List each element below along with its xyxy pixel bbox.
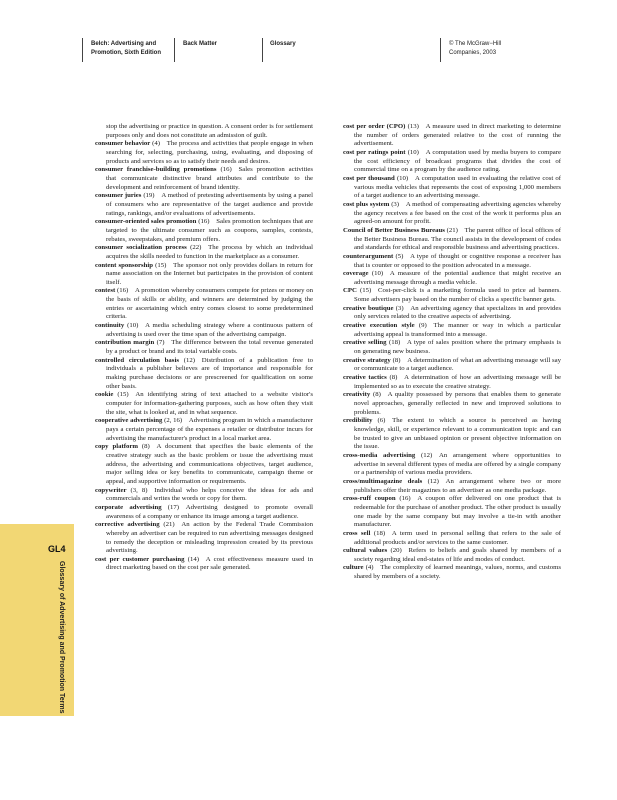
- entry-term: cost plus system: [343, 200, 390, 208]
- side-title: Glossary of Advertising and Promotion Terms: [58, 561, 65, 714]
- entry-definition: A cost effectiveness measure used in direct marketing based on the cost per sale generated.: [106, 555, 313, 572]
- entry-chapter-ref: (3, 8): [130, 486, 148, 494]
- entry-chapter-ref: (20): [390, 547, 402, 555]
- entry-term: culture: [343, 564, 364, 572]
- entry-definition: Sales promotion techniques that are targeted to the ultimate consumer such as coupons, samples, contests, rebates, sweepstakes, and premium offers.: [106, 218, 314, 243]
- entry-definition: An action by the Federal Trade Commission whereby an advertiser can be required to run advertising messages designed to remedy the deception or misleading impression created by its previous advertising.: [106, 521, 314, 555]
- glossary-column-right: [343, 123, 561, 582]
- glossary-entry: [343, 547, 561, 564]
- entry-definition: Refers to beliefs and goals shared by members of a society regarding ideal end-states of life and modes of conduct.: [354, 547, 561, 563]
- glossary-entry: [95, 262, 313, 288]
- glossary-entry: [95, 140, 313, 166]
- entry-chapter-ref: (10): [396, 174, 409, 182]
- entry-chapter-ref: (18): [373, 529, 386, 537]
- entry-term: corporate advertising: [95, 503, 162, 511]
- entry-chapter-ref: (8): [372, 391, 381, 399]
- entry-definition: An arrangement where two or more publishers offer their magazines to an advertiser as one media package.: [354, 477, 561, 494]
- entry-term: coverage: [343, 270, 369, 278]
- entry-term: copywriter: [95, 486, 127, 494]
- glossary-entry: [95, 521, 313, 556]
- glossary-entry: [343, 201, 561, 227]
- glossary-entry: [95, 556, 313, 573]
- entry-term: creative selling: [343, 339, 387, 347]
- entry-definition: The extent to which a source is perceived as having knowledge, skill, or experience relevant to a communication topic and can be trusted to give an unbiased opinion or present objective information on the issue.: [354, 417, 562, 451]
- entry-definition: Advertising designed to promote overall awareness of a company or enhance its image among a target audience.: [106, 503, 313, 520]
- entry-chapter-ref: (17): [167, 503, 180, 511]
- entry-term: cross-ruff coupon: [343, 495, 396, 503]
- entry-definition: An advertising agency that specializes in and provides only services related to the creative aspects of advertising.: [354, 304, 562, 321]
- entry-chapter-ref: (8): [392, 356, 401, 364]
- entry-term: creative boutique: [343, 304, 394, 312]
- entry-definition: Individual who helps conceive the ideas for ads and commercials and writes the words or copy for them.: [106, 486, 313, 503]
- entry-term: cost per ratings point: [343, 148, 406, 156]
- entry-term: CPC: [343, 287, 357, 295]
- glossary-entry: [95, 443, 313, 486]
- entry-chapter-ref: (15): [360, 287, 372, 295]
- entry-term: contest: [95, 287, 116, 295]
- entry-definition: A promotion whereby consumers compete for prizes or money on the basis of skills or ability, and winners are determined by judging the entries or ascertaining which entry comes closest to some predetermined criteria.: [106, 287, 313, 321]
- entry-chapter-ref: (10): [371, 270, 384, 278]
- entry-chapter-ref: (4): [365, 564, 374, 572]
- entry-definition: The process by which an individual acquires the skills needed to function in the marketplace as a consumer.: [106, 244, 314, 260]
- glossary-entry: [343, 322, 561, 339]
- entry-definition: A method of pretesting advertisements by using a panel of consumers who are representative of the target audience and provide ratings, rankings, and/or evaluations of advertisements.: [106, 192, 314, 217]
- entry-definition: A computation used in evaluating the relative cost of various media vehicles that represents the cost of exposing 1,000 members of a target audience to an advertising message.: [354, 174, 562, 200]
- entry-chapter-ref: (5): [395, 252, 404, 260]
- entry-definition: An arrangement where opportunities to advertise in several different types of media are offered by a single company or a partnership of various media providers.: [354, 451, 561, 477]
- entry-term: cost per thousand: [343, 174, 395, 182]
- entry-term: counterargument: [343, 252, 394, 260]
- chapter-name: Glossary: [270, 41, 296, 47]
- entry-term: cookie: [95, 391, 114, 399]
- publisher-copyright: © The McGraw−Hill Companies, 2003: [449, 41, 502, 56]
- glossary-entry: [95, 123, 313, 140]
- entry-definition: A term used in personal selling that refers to the sale of additional products and/or services to the same customer.: [354, 529, 561, 546]
- entry-term: consumer juries: [95, 192, 142, 200]
- entry-definition: A computation used by media buyers to compare the cost efficiency of broadcast programs that divides the cost of commercial time on a program by the audience rating.: [354, 148, 561, 174]
- entry-chapter-ref: (16): [399, 495, 411, 503]
- entry-chapter-ref: (3): [395, 304, 404, 312]
- entry-chapter-ref: (12): [427, 477, 439, 485]
- glossary-entry: [343, 253, 561, 270]
- glossary-entry: [95, 192, 313, 218]
- entry-definition: The difference between the total revenue generated by a product or brand and its total variable costs.: [106, 339, 313, 356]
- glossary-entry: [343, 452, 561, 478]
- entry-chapter-ref: (21): [163, 521, 175, 529]
- entry-chapter-ref: (8): [141, 443, 150, 451]
- entry-chapter-ref: (3): [391, 200, 400, 208]
- page-number: GL4: [48, 544, 66, 554]
- entry-term: creative strategy: [343, 356, 391, 364]
- entry-term: cost per order (CPO): [343, 123, 406, 130]
- entry-chapter-ref: (15): [117, 391, 129, 399]
- entry-chapter-ref: (2, 16): [164, 417, 183, 425]
- entry-chapter-ref: (8): [389, 374, 398, 382]
- entry-chapter-ref: (13): [407, 123, 419, 130]
- entry-term: consumer socialization process: [95, 244, 187, 252]
- entry-term: consumer franchise-building promotions: [95, 166, 217, 174]
- glossary-entry: [95, 487, 313, 504]
- entry-chapter-ref: (7): [156, 339, 165, 347]
- entry-definition: The sponsor not only provides dollars in return for name association on the Internet but participates in the provision of content itself.: [106, 261, 314, 286]
- entry-definition: A determination of how an advertising message will be implemented so as to execute the creative strategy.: [354, 374, 562, 390]
- glossary-column-left: [95, 123, 313, 573]
- entry-definition: A determination of what an advertising message will say or communicate to a target audience.: [354, 356, 562, 373]
- entry-chapter-ref: (18): [388, 339, 401, 347]
- entry-term: consumer behavior: [95, 140, 151, 148]
- entry-term: cross-media advertising: [343, 451, 416, 459]
- glossary-entry: [95, 244, 313, 261]
- glossary-entry: [343, 530, 561, 547]
- entry-chapter-ref: (16): [117, 287, 129, 295]
- entry-term: contribution margin: [95, 339, 155, 347]
- entry-chapter-ref: (10): [407, 148, 419, 156]
- entry-chapter-ref: (14): [187, 555, 200, 563]
- entry-chapter-ref: (16): [198, 218, 210, 226]
- entry-definition: Advertising program in which a manufacturer pays a certain percentage of the expenses a retailer or distributor incurs for advertising the manufacturer's product in a local market area.: [106, 417, 313, 442]
- entry-chapter-ref: (12): [420, 451, 433, 459]
- glossary-entry: [95, 357, 313, 392]
- entry-term: consumer-oriented sales promotion: [95, 218, 197, 226]
- entry-definition: A coupon offer delivered on one product that is redeemable for the purchase of another product. The other product is usually one made by the same company but may involve a tie-in with another manufacturer.: [354, 495, 562, 529]
- entry-definition: A type of thought or cognitive response a receiver has that is counter or opposed to the position advocated in a message.: [354, 252, 561, 269]
- entry-definition: The manner or way in which a particular advertising appeal is transformed into a message.: [354, 322, 562, 338]
- entry-definition: A quality possessed by persons that enables them to generate novel approaches, generally reflected in new and improved solutions to problems.: [354, 391, 562, 416]
- entry-definition: A type of sales position where the primary emphasis is on generating new business.: [354, 339, 561, 356]
- entry-term: Council of Better Business Bureaus: [343, 226, 445, 234]
- entry-definition: A measure of the potential audience that might receive an advertising message through a media vehicle.: [354, 270, 561, 286]
- entry-chapter-ref: (4): [152, 140, 160, 148]
- entry-chapter-ref: (9): [418, 322, 427, 330]
- glossary-entry: [343, 564, 561, 581]
- entry-chapter-ref: (22): [190, 244, 202, 252]
- glossary-entry: [343, 374, 561, 391]
- glossary-entry: [343, 123, 561, 149]
- glossary-entry: [343, 495, 561, 530]
- entry-chapter-ref: (6): [377, 417, 386, 425]
- entry-term: copy platform: [95, 443, 138, 451]
- entry-definition: A document that specifies the basic elements of the creative strategy such as the basic problem or issue the advertising must address, the advertising and communications objectives, target audience, major selling idea or key benefits to communicate, campaign theme or appeal, and supportive information or requirements.: [106, 443, 313, 485]
- entry-term: creative tactics: [343, 374, 387, 382]
- entry-definition: stop the advertising or practice in question. A consent order is for settlement purposes only and does not constitute an admission of guilt.: [106, 123, 313, 139]
- entry-term: creative execution style: [343, 322, 415, 330]
- entry-term: cross sell: [343, 529, 371, 537]
- entry-term: cross/multimagazine deals: [343, 477, 423, 485]
- glossary-entry: [343, 478, 561, 495]
- entry-definition: The process and activities that people engage in when searching for, selecting, purchasing, using, evaluating, and disposing of products and services so as to satisfy their needs and desires.: [106, 140, 314, 165]
- glossary-entry: [343, 417, 561, 452]
- glossary-entry: [95, 417, 313, 443]
- book-title: Belch: Advertising and Promotion, Sixth Edition: [91, 41, 161, 56]
- glossary-entry: [95, 322, 313, 339]
- glossary-entry: [343, 357, 561, 374]
- entry-term: continuity: [95, 322, 125, 330]
- section-name: Back Matter: [183, 41, 218, 47]
- glossary-entry: [343, 305, 561, 322]
- glossary-entry: [343, 391, 561, 417]
- entry-term: creativity: [343, 391, 371, 399]
- entry-chapter-ref: (12): [183, 356, 195, 364]
- entry-definition: Sales promotion activities that communicate distinctive brand attributes and contribute to the development and reinforcement of brand identity.: [106, 166, 314, 191]
- glossary-entry: [343, 270, 561, 287]
- entry-term: credibility: [343, 417, 373, 425]
- glossary-entry: [95, 391, 313, 417]
- entry-term: cultural values: [343, 547, 388, 555]
- entry-definition: An identifying string of text attached to a website visitor's computer for information-gathering purposes, such as how often they visit the site, what is looked at, and in what sequence.: [106, 391, 314, 416]
- entry-definition: Distribution of a publication free to individuals a publisher believes are of importance and responsible for making purchase decisions or are prescreened for qualification on some other basis.: [106, 356, 313, 390]
- entry-term: corrective advertising: [95, 521, 160, 529]
- entry-definition: The complexity of learned meanings, values, norms, and customs shared by members of a society.: [354, 564, 561, 581]
- glossary-entry: [343, 149, 561, 175]
- entry-chapter-ref: (21): [446, 226, 458, 234]
- entry-chapter-ref: (19): [143, 192, 155, 200]
- entry-term: cost per customer purchasing: [95, 555, 185, 563]
- entry-term: cooperative advertising: [95, 417, 163, 425]
- entry-definition: A media scheduling strategy where a continuous pattern of advertising is used over the time span of the advertising campaign.: [106, 322, 313, 338]
- glossary-entry: [95, 287, 313, 322]
- glossary-entry: [343, 287, 561, 304]
- entry-definition: A measure used in direct marketing to determine the number of orders generated relative to the cost of running the advertisement.: [354, 123, 562, 148]
- running-header: [82, 40, 532, 64]
- glossary-entry: [343, 227, 561, 253]
- glossary-entry: [95, 504, 313, 521]
- entry-chapter-ref: (16): [220, 166, 232, 174]
- entry-definition: The parent office of local offices of the Better Business Bureau. The council assists in the development of codes and standards for ethical and responsible business and advertising practices.: [354, 226, 561, 252]
- entry-definition: A method of compensating advertising agencies whereby the agency receives a fee based on the cost of the work it performs plus an agreed-on amount for profit.: [354, 200, 561, 226]
- entry-term: controlled circulation basis: [95, 356, 179, 364]
- entry-definition: Cost-per-click is a marketing formula used to price ad banners. Some advertisers pay based on the number of clicks a specific banner gets.: [354, 287, 561, 304]
- glossary-entry: [95, 166, 313, 192]
- entry-chapter-ref: (15): [155, 261, 167, 269]
- glossary-entry: [95, 339, 313, 356]
- glossary-entry: [343, 339, 561, 356]
- entry-chapter-ref: (10): [127, 322, 139, 330]
- glossary-entry: [95, 218, 313, 244]
- glossary-entry: [343, 175, 561, 201]
- entry-term: content sponsorship: [95, 261, 154, 269]
